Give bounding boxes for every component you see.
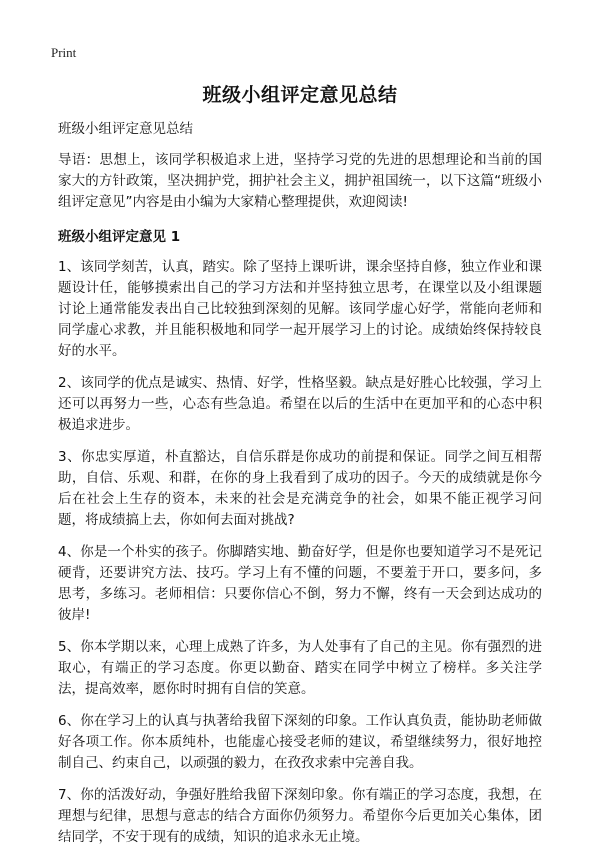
paragraph-5: 5、你本学期以来，心理上成熟了许多，为人处事有了自己的主见。你有强烈的进取心，有端正的学习态度。你更以勤奋、踏实在同学中树立了榜样。多关注学法，提高效率，愿你时时拥有自信的笑意。: [58, 639, 542, 697]
paragraph-7: 7、你的活泼好动，争强好胜给我留下深刻印象。你有端正的学习态度，我想，在理想与纪律，思想与意志的结合方面你仍须努力。希望你今后更加关心集体，团结同学，不安于现有的成绩，知识的追求永无止境。: [58, 787, 542, 845]
article-body: [58, 118, 542, 859]
paragraph-6: 6、你在学习上的认真与执著给我留下深刻的印象。工作认真负责，能协助老师做好各项工作。你本质纯朴，也能虚心接受老师的建议，希望继续努力，很好地控制自己、约束自己，以顽强的毅力，在孜孜求索中完善自我。: [58, 713, 542, 771]
paragraph-4: 4、你是一个朴实的孩子。你脚踏实地、勤奋好学，但是你也要知道学习不是死记硬背，还要讲究方法、技巧。学习上有不懂的问题，不要羞于开口，要多问，多思考，多练习。老师相信：只要你信心不倒，努力不懈，终有一天会到达成功的彼岸!: [58, 544, 542, 623]
paragraph-2: 2、该同学的优点是诚实、热情、好学，性格坚毅。缺点是好胜心比较强，学习上还可以再努力一些，心态有些急追。希望在以后的生活中在更加平和的心态中积极追求进步。: [58, 375, 542, 433]
paragraph-1: 1、该同学刻苦，认真，踏实。除了坚持上课听讲，课余坚持自修，独立作业和课题设计任，能够摸索出自己的学习方法和并坚持独立思考，在课堂以及小组课题讨论上通常能发表出自己比较独到深刻的见解。该同学虚心好学，常能向老师和同学虚心求教，并且能积极地和同学一起开展学习上的讨论。成绩始终保持较良好的水平。: [58, 259, 542, 359]
page-title: 班级小组评定意见总结: [202, 84, 398, 106]
article-subtitle: 班级小组评定意见总结: [58, 121, 193, 137]
section-heading: 班级小组评定意见 1: [58, 229, 181, 245]
paragraph-3: 3、你忠实厚道，朴直豁达，自信乐群是你成功的前提和保证。同学之间互相帮助，自信、乐观、和群，在你的身上我看到了成功的因子。今天的成绩就是你今后在社会上生存的资本，未来的社会是充满竞争的社会，如果不能正视学习问题，将成绩搞上去，你如何去面对挑战?: [58, 449, 542, 528]
intro-paragraph: 导语：思想上，该同学积极追求上进，坚持学习党的先进的思想理论和当前的国家大的方针政策，坚决拥护党，拥护社会主义，拥护祖国统一，以下这篇“班级小组评定意见”内容是由小编为大家精心整理提供，欢迎阅读!: [58, 152, 542, 210]
print-link[interactable]: Print: [51, 45, 77, 60]
